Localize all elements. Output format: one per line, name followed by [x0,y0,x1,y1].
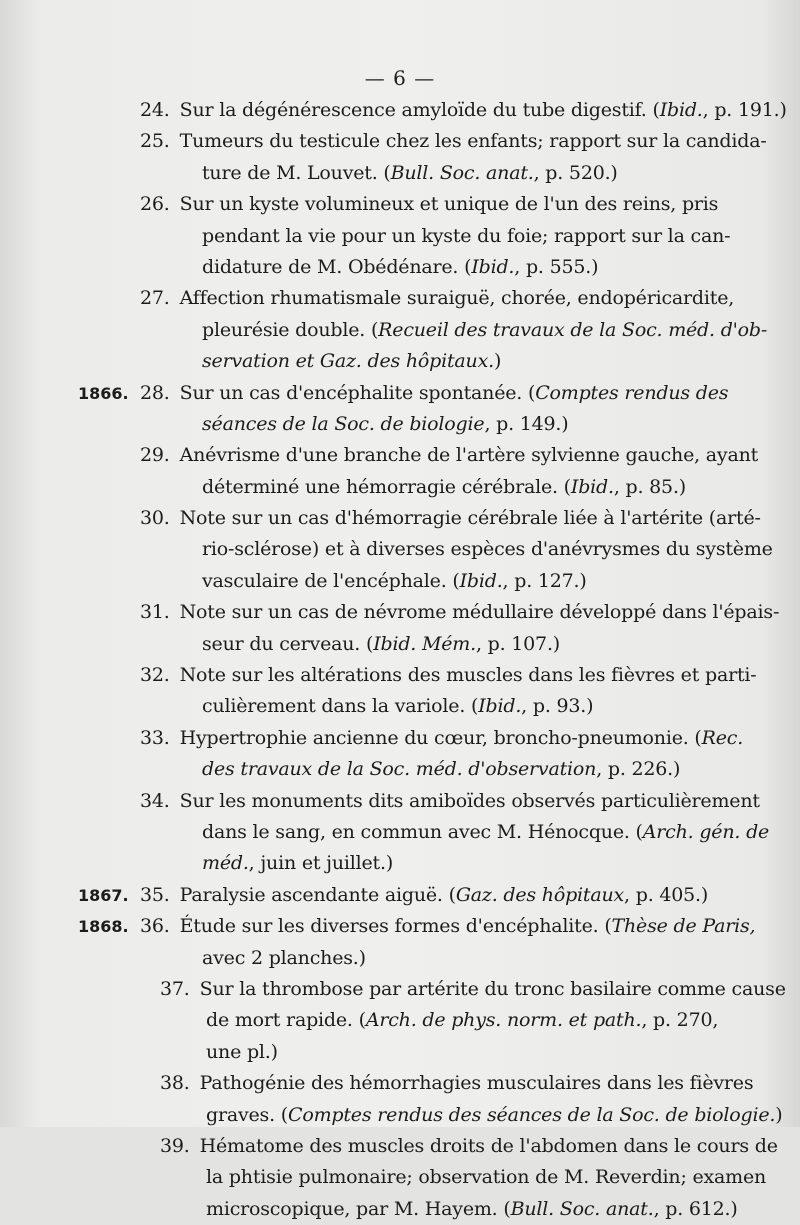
entry-line [140,472,695,503]
entry-citation-italic: Rec. [701,726,744,749]
entry-text: , p. 555.) [514,255,599,278]
entry-text: Sur un cas d'encéphalite spontanée. ( [179,381,536,404]
entry-line [140,597,780,628]
entry-text: une pl.) [206,1040,278,1063]
entry-line [140,315,768,346]
entry-line [140,943,695,974]
entry-line [140,660,757,691]
entry-citation-italic: des travaux de la Soc. méd. d'observation [202,758,597,781]
entry-number: 33. [140,726,170,749]
bibliography-entry [78,911,756,974]
entry-citation-italic: Comptes rendus des séances de la Soc. de biologie. [288,1103,776,1126]
entry-line [140,158,695,189]
bibliography-entry [78,378,729,441]
bibliography-entry [140,723,744,786]
entry-line [160,1068,754,1099]
entry-year: 1866. [78,383,129,403]
entry-line [140,691,695,722]
entry-text: , p. 520.) [533,161,618,184]
entry-citation-italic: Comptes rendus des [535,381,729,404]
entry-citation-italic: Recueil des travaux de la Soc. méd. d'ob- [378,318,768,341]
entry-text: déterminé une hémorragie cérébrale. ( [202,475,571,498]
entry-line [160,1131,778,1162]
entry-text: Paralysie ascendante aiguë. ( [179,883,456,906]
entry-line [140,848,695,879]
entry-citation-italic: Arch. de phys. norm. et path. [365,1009,642,1032]
entry-number: 29. [140,444,170,467]
entry-number: 37. [160,977,190,1000]
bibliography-list [0,95,800,1225]
entry-line [140,786,760,817]
bibliography-entry [140,786,770,880]
entry-text: , p. 85.) [613,475,686,498]
entry-line [140,95,787,126]
entry-text: , p. 270, [641,1009,719,1032]
entry-line [160,1100,783,1131]
entry-line [140,911,756,942]
entry-text: graves. ( [206,1103,288,1126]
entry-citation-italic: Bull. Soc. anat. [390,161,534,184]
entry-text: Anévrisme d'une branche de l'artère sylvienne gauche, ayant [179,444,759,467]
entry-text: Note sur un cas de névrome médullaire développé dans l'épais- [179,601,780,624]
entry-number: 26. [140,193,170,216]
entry-citation-italic: Thèse de Paris, [611,915,756,938]
page-number: — 6 — [364,66,436,90]
entry-text: ) [493,350,502,373]
entry-citation-italic: Arch. gén. de [642,820,770,843]
entry-text: dans le sang, en commun avec M. Hénocque. ( [202,820,643,843]
bibliography-entry [140,440,759,503]
entry-line [160,1005,719,1036]
entry-citation-italic: servation et Gaz. des hôpitaux. [202,350,494,373]
entry-line [160,974,786,1005]
entry-citation-italic: Ibid. [471,255,515,278]
entry-text: , p. 405.) [624,883,709,906]
bibliography-entry [160,974,786,1068]
entry-line [140,440,759,471]
entry-text: , p. 127.) [502,569,587,592]
entry-line [140,534,773,565]
entry-text: Sur la thrombose par artérite du tronc basilaire comme cause [199,977,786,1000]
bibliography-entry [140,660,757,723]
entry-number: 39. [160,1134,190,1157]
bibliography-entry [140,597,780,660]
entry-number: 35. [140,883,170,906]
entry-citation-italic: méd. [202,852,249,875]
bibliography-entry [78,880,709,911]
entry-citation-italic: Gaz. des hôpitaux [455,883,625,906]
entry-number: 28. [140,381,170,404]
entry-line [160,1162,767,1193]
entry-line [140,346,695,377]
entry-text: pendant la vie pour un kyste du foie; rapport sur la can- [202,224,731,247]
entry-text: culièrement dans la variole. ( [202,695,479,718]
entry-text: Hypertrophie ancienne du cœur, broncho-pneumonie. ( [179,726,702,749]
entry-line [140,566,695,597]
entry-line [140,283,735,314]
entry-text: Étude sur les diverses formes d'encéphalite. ( [179,915,612,938]
entry-text: microscopique, par M. Hayem. ( [206,1197,511,1220]
entry-number: 36. [140,915,170,938]
entry-line [140,754,695,785]
entry-year: 1868. [78,917,129,937]
entry-text: Affection rhumatismale suraiguë, chorée, endopéricardite, [179,287,735,310]
entry-line [160,1194,738,1225]
entry-line [160,1037,695,1068]
entry-text: , p. 107.) [475,632,560,655]
entry-text: , p. 149.) [484,412,569,435]
entry-citation-italic: Ibid. [459,569,503,592]
entry-citation-italic: Bull. Soc. anat. [510,1197,654,1220]
entry-text: rio-sclérose) et à diverses espèces d'anévrysmes du système [202,538,773,561]
entry-number: 34. [140,789,170,812]
entry-line [140,409,695,440]
entry-citation-italic: Ibid. [478,695,522,718]
bibliography-entry [140,189,731,283]
entry-text: , p. 226.) [596,758,681,781]
entry-text: Sur les monuments dits amiboïdes observés particulièrement [179,789,760,812]
entry-year: 1867. [78,885,129,905]
entry-text: seur du cerveau. ( [202,632,374,655]
entry-text: , juin et juillet.) [248,852,394,875]
entry-text: , p. 191.) [702,99,787,121]
entry-text: ture de M. Louvet. ( [202,161,391,184]
entry-line [140,221,731,252]
entry-text: Hématome des muscles droits de l'abdomen dans le cours de [199,1134,778,1157]
entry-line [140,880,709,911]
entry-text: la phtisie pulmonaire; observation de M. Reverdin; examen [206,1166,767,1189]
bibliography-entry [160,1131,778,1225]
entry-line [140,817,770,848]
entry-line [140,252,695,283]
entry-text: Sur un kyste volumineux et unique de l'un des reins, pris [179,193,719,216]
entry-line [140,126,767,157]
bibliography-entry [160,1068,783,1131]
entry-number: 25. [140,130,170,153]
entry-text: Tumeurs du testicule chez les enfants; rapport sur la candida- [179,130,767,153]
entry-text: de mort rapide. ( [206,1009,366,1032]
bibliography-entry [140,283,768,377]
bibliography-entry [140,503,773,597]
entry-text: Note sur les altérations des muscles dans les fièvres et parti- [179,664,757,687]
entry-line [140,378,729,409]
entry-text: , p. 93.) [521,695,594,718]
entry-line [140,723,744,754]
entry-line [140,503,761,534]
entry-text: didature de M. Obédénare. ( [202,255,472,278]
entry-text: Sur la dégénérescence amyloïde du tube digestif. ( [179,99,660,121]
entry-number: 27. [140,287,170,310]
entry-number: 31. [140,601,170,624]
entry-text: pleurésie double. ( [202,318,379,341]
entry-text: avec 2 planches.) [202,946,366,969]
entry-number: 38. [160,1072,190,1095]
entry-citation-italic: Ibid. [659,99,703,121]
entry-number: 32. [140,664,170,687]
entry-text: Pathogénie des hémorrhagies musculaires dans les fièvres [199,1072,754,1095]
bibliography-entry [140,126,767,189]
entry-text: , p. 612.) [653,1197,738,1220]
entry-citation-italic: séances de la Soc. de biologie [202,412,485,435]
entry-text: vasculaire de l'encéphale. ( [202,569,460,592]
entry-citation-italic: Ibid. Mém. [373,632,476,655]
entry-line [140,629,695,660]
entry-citation-italic: Ibid. [570,475,614,498]
entry-text: Note sur un cas d'hémorragie cérébrale liée à l'artérite (arté- [179,507,761,530]
entry-text: ) [775,1103,783,1126]
entry-number: 30. [140,507,170,530]
bibliography-entry [140,95,787,126]
entry-line [140,189,719,220]
entry-number: 24. [140,99,170,121]
